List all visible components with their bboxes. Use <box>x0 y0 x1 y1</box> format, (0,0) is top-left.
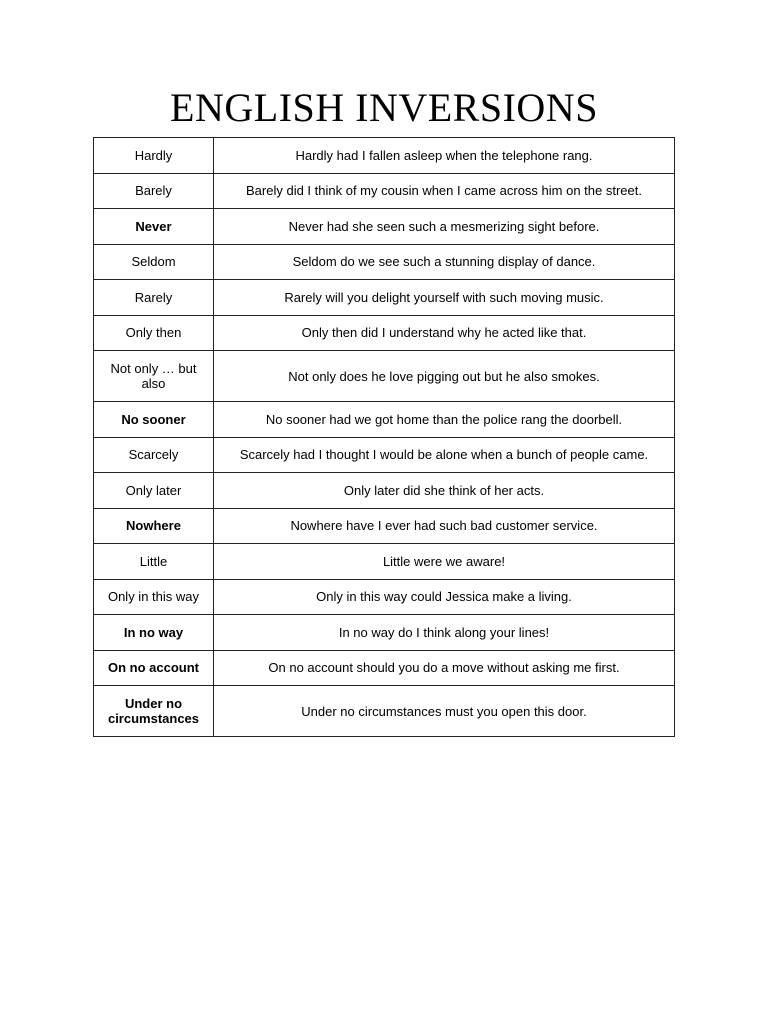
row-term: On no account <box>94 650 214 686</box>
row-example: Rarely will you delight yourself with such moving music. <box>214 280 675 316</box>
inversions-table-body <box>94 138 675 737</box>
row-example: Barely did I think of my cousin when I came across him on the street. <box>214 173 675 209</box>
table-row <box>94 579 675 615</box>
table-row <box>94 173 675 209</box>
table-row <box>94 508 675 544</box>
row-term: Seldom <box>94 244 214 280</box>
table-row <box>94 473 675 509</box>
row-term: Hardly <box>94 138 214 174</box>
row-example: Only later did she think of her acts. <box>214 473 675 509</box>
row-term: Never <box>94 209 214 245</box>
row-term: Only then <box>94 315 214 351</box>
row-term: Barely <box>94 173 214 209</box>
table-row <box>94 351 675 402</box>
row-term: Not only … but also <box>94 351 214 402</box>
table-row <box>94 244 675 280</box>
row-example: Not only does he love pigging out but he also smokes. <box>214 351 675 402</box>
page-title: ENGLISH INVERSIONS <box>170 85 598 130</box>
table-row <box>94 437 675 473</box>
row-term: Nowhere <box>94 508 214 544</box>
table-row <box>94 650 675 686</box>
row-example: No sooner had we got home than the police rang the doorbell. <box>214 402 675 438</box>
row-term: Scarcely <box>94 437 214 473</box>
row-term: Only later <box>94 473 214 509</box>
table-row <box>94 402 675 438</box>
row-term: Only in this way <box>94 579 214 615</box>
row-example: Seldom do we see such a stunning display of dance. <box>214 244 675 280</box>
table-row <box>94 209 675 245</box>
row-term: No sooner <box>94 402 214 438</box>
row-term: In no way <box>94 615 214 651</box>
row-term: Under no circumstances <box>94 686 214 737</box>
row-example: On no account should you do a move without asking me first. <box>214 650 675 686</box>
row-example: Only then did I understand why he acted like that. <box>214 315 675 351</box>
row-example: Scarcely had I thought I would be alone when a bunch of people came. <box>214 437 675 473</box>
row-example: Nowhere have I ever had such bad customer service. <box>214 508 675 544</box>
row-term: Little <box>94 544 214 580</box>
table-row <box>94 138 675 174</box>
row-example: Hardly had I fallen asleep when the telephone rang. <box>214 138 675 174</box>
row-example: Only in this way could Jessica make a living. <box>214 579 675 615</box>
inversions-table <box>93 137 675 737</box>
table-row <box>94 315 675 351</box>
table-row <box>94 544 675 580</box>
row-example: In no way do I think along your lines! <box>214 615 675 651</box>
table-row <box>94 280 675 316</box>
row-example: Little were we aware! <box>214 544 675 580</box>
row-example: Never had she seen such a mesmerizing sight before. <box>214 209 675 245</box>
row-example: Under no circumstances must you open this door. <box>214 686 675 737</box>
table-row <box>94 615 675 651</box>
row-term: Rarely <box>94 280 214 316</box>
table-row <box>94 686 675 737</box>
